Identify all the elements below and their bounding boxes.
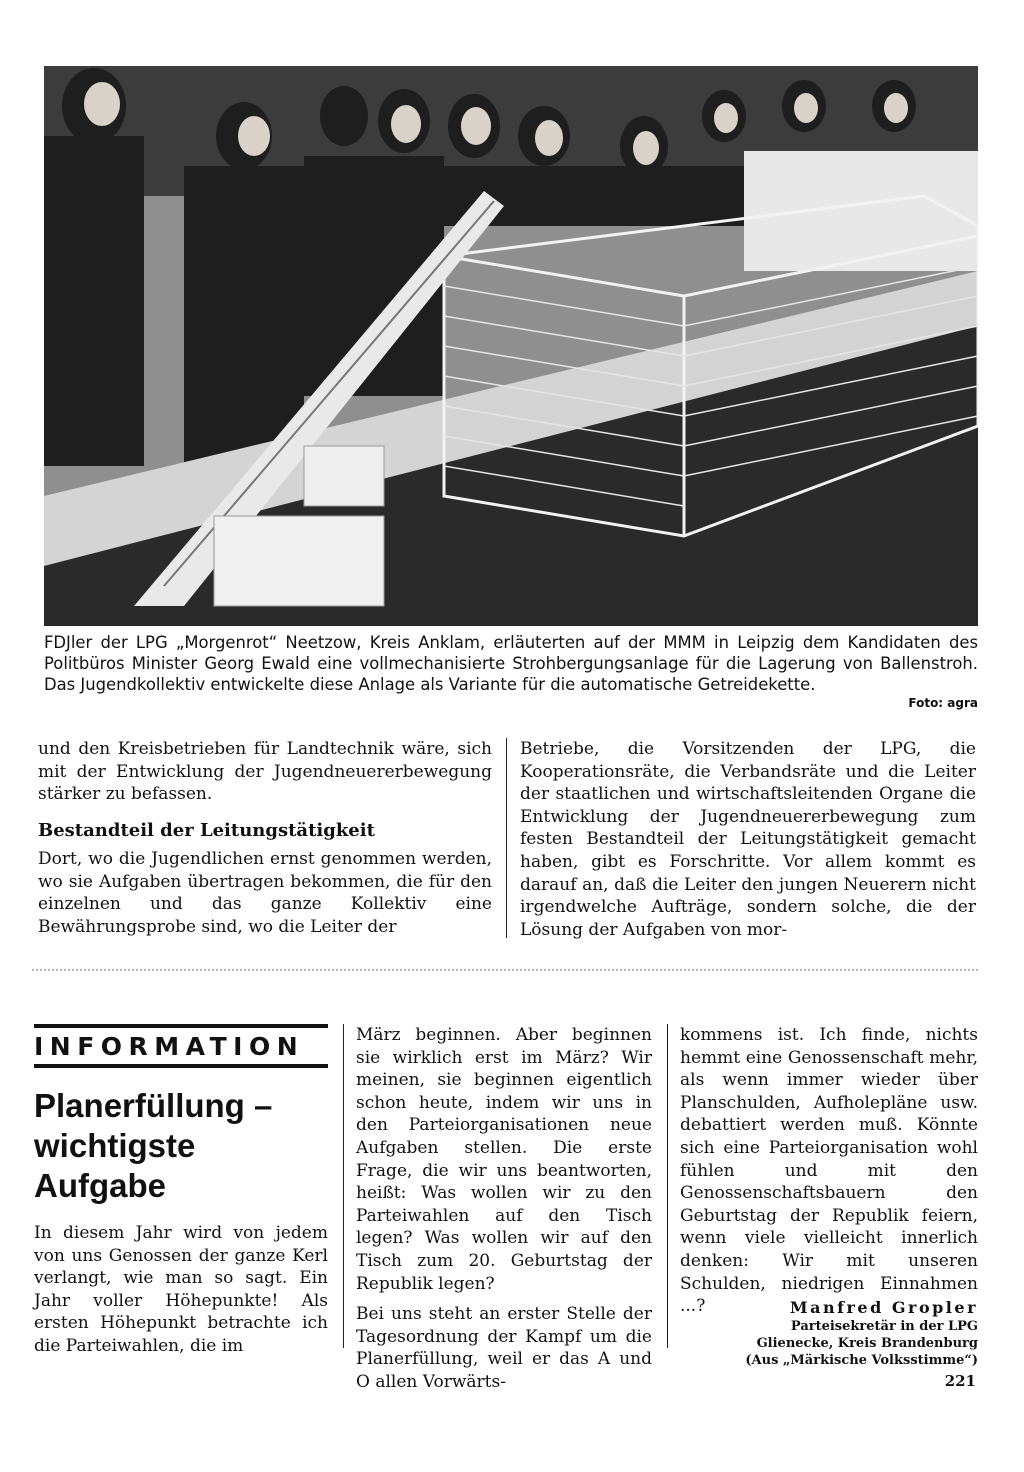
info-column-3 bbox=[680, 1024, 978, 1318]
article-subheading: Bestandteil der Leitungstätigkeit bbox=[38, 820, 375, 841]
article-left-paragraph-2: Dort, wo die Jugendlichen ernst genommen werden, wo sie Aufgaben übertragen bekommen, die für den einzelnen und das ganze Kollektiv eine Bewährungsprobe sind, wo die Leiter der bbox=[38, 849, 492, 937]
info-headline: Planerfüllung – wichtigste Aufgabe bbox=[34, 1087, 273, 1204]
info-column-1-text: In diesem Jahr wird von jedem von uns Genossen der ganze Kerl verlangt, wie man so sagt. Ein Jahr voller Höhepunkte! Als ersten Höhepunkt betrachte ich die Parteiwahlen, die im bbox=[34, 1223, 328, 1356]
article-left-column bbox=[38, 738, 492, 806]
photo-credit: Foto: agra bbox=[908, 696, 978, 710]
article-left-column-2 bbox=[38, 848, 492, 938]
article-right-paragraph: Betriebe, die Vorsitzenden der LPG, die Kooperationsräte, die Verbandsräte und die Leiter der staatlichen und wirtschaftsleitenden Organe die Entwicklung der Jugendneuererbewegung zum festen Bestandteil der Leitungstätigkeit gemacht haben, gibt es Forschritte. Vor allem kommt es darauf an, daß die Leiter den jungen Neuerern nicht irgendwelche Aufträge, sondern solche, die der Lösung der Aufgaben von mor- bbox=[520, 739, 976, 940]
info-column-2-para-2: Bei uns steht an erster Stelle der Tagesordnung der Kampf um die Planerfüllung, weil er das A und O allen Vorwärts- bbox=[356, 1304, 652, 1392]
info-column-2-para-1: März beginnen. Aber beginnen sie wirklich erst im März? Wir meinen, sie beginnen eigentlich schon heute, indem wir uns in den Parteiorganisationen neue Aufgaben stellen. Die erste Frage, die wir uns beantworten, heißt: Was wollen wir zu den Parteiwahlen auf den Tisch legen? Was wollen wir auf den Tisch zum 20. Geburtstag der Republik legen? bbox=[356, 1025, 652, 1294]
author-details bbox=[745, 1318, 978, 1369]
info-column-1 bbox=[34, 1222, 328, 1358]
exhibition-photo bbox=[44, 66, 978, 626]
photo-caption: FDJler der LPG „Morgenrot“ Neetzow, Kreis Anklam, erläuterten auf der MMM in Leipzig dem Kandidaten des Politbüros Minister Georg Ewald eine vollmechanisierte Strohbergungsanlage für die Lagerung von Ballenstroh. Das Jugendkollektiv entwickelte diese Anlage als Variante für die automatische Getreidekette. bbox=[44, 633, 978, 694]
info-column-2 bbox=[356, 1024, 652, 1394]
article-right-column bbox=[520, 738, 976, 941]
info-top-rule bbox=[34, 1024, 328, 1028]
article-left-paragraph-1: und den Kreisbetrieben für Landtechnik wäre, sich mit der Entwicklung der Jugendneuererbewegung stärker zu befassen. bbox=[38, 739, 492, 805]
info-column-3-text: kommens ist. Ich finde, nichts hemmt eine Genossenschaft mehr, als wenn immer wieder über Planschulden, Aufholepläne usw. debattiert werden muß. Könnte sich eine Parteiorganisation wohl fühlen und mit den Genossenschaftsbauern den Geburtstag der Republik feiern, wenn viele vielleicht innerlich denken: Wir mit unseren Schulden, niedrigen Einnahmen ...? bbox=[680, 1025, 978, 1317]
page-number: 221 bbox=[944, 1372, 976, 1390]
column-divider bbox=[506, 738, 507, 938]
author-line-2: Glienecke, Kreis Brandenburg bbox=[756, 1336, 978, 1351]
author-line-1: Parteisekretär in der LPG bbox=[790, 1319, 978, 1334]
exhibition-photo-icon bbox=[44, 66, 978, 626]
info-divider-2 bbox=[667, 1024, 668, 1348]
info-divider-1 bbox=[343, 1024, 344, 1348]
section-separator bbox=[32, 969, 978, 971]
info-label: INFORMATION bbox=[34, 1032, 305, 1061]
author-name: Manfred Gropler bbox=[789, 1298, 978, 1317]
info-bottom-rule bbox=[34, 1064, 328, 1068]
author-line-3: (Aus „Märkische Volksstimme“) bbox=[745, 1353, 978, 1368]
